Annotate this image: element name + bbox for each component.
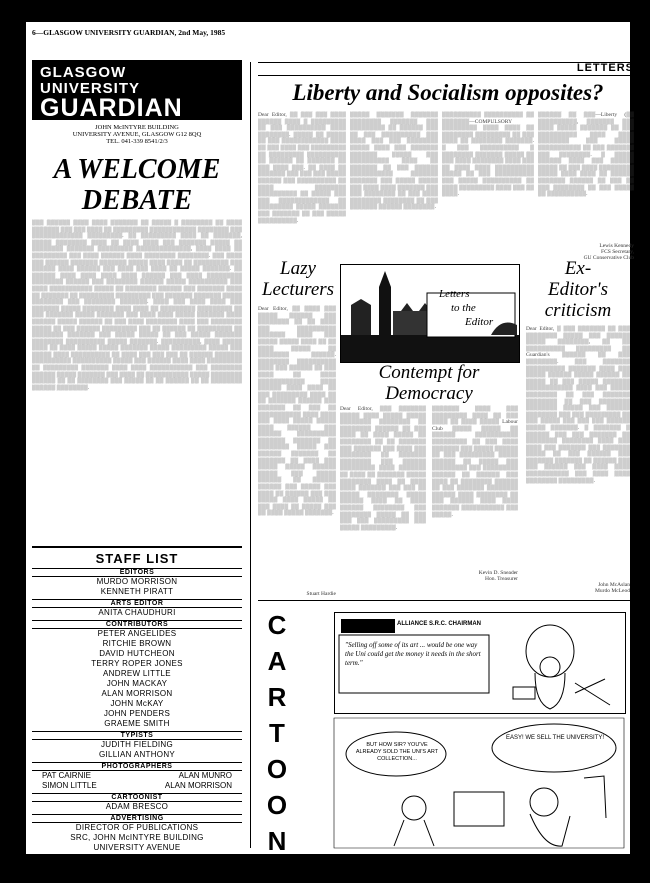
staff-name: PETER ANGELIDES xyxy=(97,629,177,638)
main-letter-headline: Liberty and Socialism opposites? xyxy=(292,80,604,105)
masthead-line1: GLASGOW xyxy=(40,64,127,81)
cartoon-letter: O xyxy=(266,754,288,784)
ex-editor-signature xyxy=(526,582,630,594)
staff-name: ANDREW LITTLE xyxy=(103,669,171,678)
cartoon-top-rule xyxy=(258,600,630,601)
staff-section-editors: EDITORS xyxy=(32,568,242,577)
main-letter-col2: ▒▒▒▒▒ ▒▒▒▒▒▒▒ ▒▒▒▒▒▒▒ ▒▒▒▒▒▒▒▒ ▒▒▒▒▒▒▒ ▒▒▒ ▒▒▒▒▒▒▒▒▒ ▒▒ ▒▒▒▒▒▒ ▒▒▒ ▒▒ ▒▒▒ ▒▒▒▒▒▒▒▒▒▒ ▒▒▒ ▒▒▒▒ ▒▒▒ ▒▒▒ ▒▒▒▒▒▒▒▒ ▒▒▒▒▒ ▒▒▒▒ ▒▒▒ ▒▒▒▒▒▒▒ ▒▒▒▒▒▒▒ ▒▒▒▒▒ ▒▒▒ ▒▒▒▒▒▒▒▒▒▒ ▒▒▒▒ ▒▒ ▒▒▒▒▒▒▒ ▒▒ ▒▒▒ ▒▒▒▒▒▒ ▒▒▒▒▒▒▒▒▒▒▒ ▒▒▒▒▒▒▒ ▒▒▒▒▒▒▒ ▒▒▒ ▒▒▒▒▒ ▒▒▒▒▒ ▒▒▒ ▒▒▒▒ ▒▒▒▒ ▒▒▒▒▒▒▒ ▒▒▒ ▒▒▒ ▒▒▒▒▒▒▒▒ ▒▒ ▒▒▒ ▒▒▒▒ ▒▒▒▒▒▒▒▒ ▒▒▒▒▒▒▒▒ ▒▒ ▒▒▒ ▒▒▒▒▒▒▒ ▒▒▒▒▒▒ ▒▒▒▒▒▒▒▒. xyxy=(350,112,438,211)
signature-line: GU Conservative Club xyxy=(583,255,634,261)
address-line: UNIVERSITY AVENUE, GLASGOW G12 8QQ xyxy=(72,131,202,138)
staff-name: ALAN MUNRO xyxy=(178,771,232,780)
contempt-col2: ▒▒▒▒▒▒▒ ▒▒▒▒ ▒▒▒ ▒▒▒▒▒▒▒▒▒ ▒▒▒▒ ▒▒ ▒▒▒ ▒▒▒▒ ▒▒ ▒▒▒▒ ▒▒▒▒▒ Labour Club ▒▒▒▒▒ ▒▒▒▒▒ ▒▒ ▒▒▒▒▒▒ ▒▒▒▒▒▒▒▒▒▒▒ ▒▒▒▒▒▒▒▒▒ ▒▒ ▒▒▒ ▒▒▒▒ ▒▒▒▒▒▒▒ ▒▒▒ ▒▒▒▒▒ ▒▒▒▒▒▒ ▒▒ ▒▒▒ ▒▒▒▒▒▒▒▒▒ ▒▒▒▒▒ ▒▒▒▒▒▒ ▒▒ ▒▒▒▒▒ ▒▒▒ ▒▒▒▒▒▒▒▒▒ ▒▒▒ ▒▒▒▒▒▒▒▒▒ ▒▒▒▒▒▒ ▒▒ ▒▒▒▒▒▒ ▒▒▒ ▒▒▒▒ ▒▒ ▒▒▒▒▒▒▒▒ ▒▒▒▒▒▒ ▒▒ ▒▒▒ ▒▒▒▒▒▒▒ ▒▒▒▒▒▒▒▒ ▒▒▒▒▒▒ ▒▒▒▒ ▒▒▒▒▒▒▒▒ ▒▒ ▒▒▒ ▒▒▒▒▒▒ ▒▒▒▒ ▒▒▒▒ ▒▒▒▒▒▒▒ ▒▒▒▒▒▒▒▒▒▒▒ ▒▒▒ ▒▒▒▒▒. xyxy=(432,406,518,518)
contempt-signature xyxy=(432,570,518,582)
staff-name: DAVID HUTCHEON xyxy=(99,649,175,658)
staff-name: GRAEME SMITH xyxy=(104,719,170,728)
cartoon-letter: R xyxy=(267,682,287,712)
advertising-line: SRC, JOHN McINTYRE BUILDING xyxy=(70,833,204,842)
signature-line: Kevin D. Sneader xyxy=(478,570,518,576)
contempt-headline-line: Contempt for xyxy=(378,362,480,383)
staff-row xyxy=(32,781,242,791)
cartoon-letter: O xyxy=(266,790,288,820)
scene-speech-right: EASY! WE SELL THE UNIVERSITY! xyxy=(505,735,605,741)
staff-name: JOHN MACKAY xyxy=(106,679,168,688)
letters-section-banner xyxy=(258,62,642,76)
ex-editor-headline-line: criticism xyxy=(544,300,612,321)
editorial-headline-line1: A WELCOME xyxy=(53,154,221,185)
column-rule xyxy=(250,62,251,848)
staff-section-advertising: ADVERTISING xyxy=(32,814,242,823)
cartoon-strip-panel xyxy=(334,612,626,714)
page-folio: 6—GLASGOW UNIVERSITY GUARDIAN, 2nd May, 1985 xyxy=(32,28,226,37)
editorial-body: ▒▒▒ ▒▒▒▒▒▒ ▒▒▒▒ ▒▒▒▒ ▒▒▒▒▒▒▒ ▒▒ ▒▒▒▒▒ ▒ ▒▒▒▒▒▒▒▒ ▒▒ ▒▒▒▒ ▒▒▒▒▒▒▒ ▒▒▒ ▒▒▒ ▒▒▒▒ ▒▒ ▒▒▒▒▒▒▒▒▒ ▒▒▒▒▒▒▒▒▒▒▒▒ ▒▒▒▒▒▒▒▒ ▒▒▒ ▒▒▒▒▒▒▒▒▒▒▒▒▒ ▒▒▒▒▒▒▒▒▒. ▒▒ ▒▒▒▒▒▒▒▒▒ ▒▒▒▒ ▒▒ ▒▒▒▒▒▒▒, ▒▒▒▒▒ ▒▒▒▒▒▒▒▒ ▒▒▒▒ ▒▒ ▒▒▒▒ ▒▒▒▒ ▒▒▒ ▒▒▒▒▒▒▒ ▒▒▒▒▒ ▒▒ ▒▒▒▒▒▒▒▒ ▒▒▒▒▒▒▒ ▒▒▒▒▒▒▒▒▒ ▒▒▒▒▒▒▒▒▒▒▒▒▒▒, ▒▒▒▒ ▒▒▒▒ ▒▒ ▒▒▒▒▒▒▒▒▒ ▒▒▒ ▒▒▒▒ ▒▒▒▒▒▒ ▒▒▒▒ ▒▒▒▒▒▒▒▒ ▒▒▒▒▒▒▒▒. ▒▒▒ ▒▒▒▒ ▒▒▒ ▒▒▒▒▒▒ ▒▒▒▒▒▒▒ ▒▒▒▒▒▒▒ ▒▒▒▒▒ ▒▒▒▒ ▒▒▒▒ ▒▒ ▒▒▒▒▒▒▒▒▒ ▒▒▒ ▒▒▒▒▒▒ ▒▒▒▒ ▒▒▒▒▒▒ ▒▒▒ ▒▒▒▒ ▒▒▒ ▒▒▒▒ ▒▒ ▒▒▒▒▒ ▒▒▒▒▒▒▒. ▒▒ ▒▒▒▒▒▒ ▒▒▒▒ ▒▒▒▒ ▒▒▒▒ ▒▒▒▒ ▒▒▒▒▒▒ ▒▒▒ ▒▒▒▒ ▒▒▒▒▒▒▒▒▒ ▒▒▒▒▒▒▒▒ ▒▒▒▒▒▒ ▒▒▒ ▒▒▒▒▒▒▒▒ ▒▒▒▒▒▒ ▒▒▒▒▒ ▒▒▒▒▒▒▒▒▒▒ ▒▒▒ ▒▒▒▒ ▒▒▒▒▒▒▒▒▒▒▒ ▒▒▒▒▒ ▒▒ ▒▒▒▒▒▒▒▒ ▒▒▒▒▒▒ ▒▒▒ ▒▒▒▒▒▒▒ ▒▒▒▒ ▒▒ ▒▒▒▒▒▒▒ ▒▒ ▒▒▒▒▒▒▒▒▒ ▒▒▒▒▒▒▒▒▒ ▒▒▒ ▒▒▒▒▒▒▒ ▒▒▒▒▒▒▒ ▒▒▒▒▒ ▒▒▒▒▒▒▒▒ ▒▒▒ ▒▒▒▒▒▒▒▒ ▒▒▒▒▒▒▒. ▒▒▒▒ ▒▒▒ ▒▒▒▒ ▒▒▒▒ ▒▒▒ ▒▒▒▒▒▒▒ ▒▒▒▒▒ ▒▒▒▒▒▒▒▒ ▒▒▒▒ ▒▒▒▒ ▒▒ ▒▒▒▒▒▒▒▒▒ ▒▒▒▒▒▒▒▒▒ ▒▒ ▒▒▒ ▒▒▒▒▒▒▒ ▒▒▒▒▒ ▒▒▒▒▒▒▒ ▒▒▒ ▒▒▒▒ ▒▒▒▒ ▒▒▒▒▒ ▒▒▒▒▒▒▒ ▒▒▒▒ ▒▒▒▒▒▒ ▒▒▒▒▒ ▒▒▒▒▒▒ ▒▒ ▒▒▒ ▒▒▒▒ ▒▒▒▒▒▒▒▒ ▒▒▒▒ ▒▒▒ ▒▒▒▒▒▒▒▒ ▒▒▒▒▒ ▒▒ ▒▒▒ ▒▒▒▒▒▒ ▒▒▒▒▒▒▒▒▒ ▒▒▒ ▒▒ ▒▒▒▒▒▒ ▒▒ ▒▒▒▒▒▒▒▒▒ ▒▒ ▒▒▒▒▒▒▒▒ ▒▒▒▒▒▒▒ ▒▒▒ ▒▒▒▒▒ ▒▒▒▒▒ ▒▒ ▒▒▒ ▒▒▒▒▒ ▒▒▒▒▒▒▒ ▒▒▒▒▒▒▒▒ ▒▒▒▒▒▒▒▒▒▒ ▒▒▒▒▒ ▒▒▒▒▒▒▒. ▒▒▒▒▒▒▒▒▒▒, ▒▒▒▒ ▒▒▒▒▒ ▒▒▒▒ ▒▒ ▒▒▒▒ ▒▒▒▒▒ ▒▒▒▒▒ ▒▒▒▒▒▒▒ ▒▒▒▒▒ ▒▒▒▒▒▒▒▒▒ ▒▒▒▒▒ ▒▒▒ ▒▒▒▒▒ ▒▒▒▒ ▒▒▒▒▒▒▒▒▒▒ ▒▒ ▒▒▒▒ ▒▒▒ ▒▒▒ ▒▒▒ ▒▒ ▒▒▒▒▒▒ ▒▒▒▒▒▒▒ ▒▒▒▒▒▒▒▒▒▒ ▒▒▒▒▒▒▒▒▒▒ ▒▒▒▒▒ ▒▒▒ ▒▒▒▒▒▒ ▒▒▒▒ ▒▒▒▒ ▒▒▒▒▒▒▒▒▒ ▒▒ ▒▒▒▒▒▒▒▒▒ ▒▒▒▒▒▒▒ ▒▒▒▒ ▒▒▒▒ ▒▒▒▒▒▒▒▒▒▒▒ ▒▒▒ ▒▒▒▒▒▒▒▒ ▒▒▒▒▒▒ ▒▒▒▒▒ ▒▒▒▒▒▒▒ ▒▒▒ ▒▒▒▒ ▒▒ ▒▒▒▒▒▒▒▒▒▒▒ ▒▒▒▒▒ ▒▒▒▒▒▒▒▒ ▒▒▒▒▒▒ ▒▒ ▒▒ ▒▒▒▒▒▒▒▒ ▒▒▒ ▒▒▒▒▒ ▒▒ ▒▒ ▒▒▒▒▒▒ ▒▒ ▒▒ ▒▒▒▒▒▒▒▒ ▒▒▒▒▒▒ ▒▒▒▒▒▒▒▒. xyxy=(32,220,242,391)
staff-name: ADAM BRESCO xyxy=(105,802,169,811)
ex-editor-headline xyxy=(526,258,630,321)
signature-line: Hon. Treasurer xyxy=(485,576,518,582)
signature-line: John McAslan xyxy=(598,582,630,588)
scene-speech-left: BUT HOW SIR? YOU'VE ALREADY SOLD THE UNI'S ART COLLECTION... xyxy=(355,742,439,762)
main-letter-col4: ▒▒▒▒▒▒ ▒▒ ▒▒▒—Liberty (▒▒ ▒▒▒▒▒▒▒▒▒▒, ▒▒▒▒▒▒▒ ▒▒▒ ▒▒▒▒ ▒▒▒▒▒ ▒▒▒▒▒▒▒ ▒▒ ▒▒▒ ▒▒▒▒▒▒▒▒▒▒ ▒▒▒▒ ▒▒▒▒ ▒▒▒▒▒▒▒▒ ▒▒▒ ▒▒▒▒▒ ▒▒▒▒▒▒▒▒▒▒▒ ▒▒ ▒▒▒ ▒▒▒▒▒▒▒ ▒▒▒ ▒▒▒▒▒▒▒▒. ▒ ▒▒▒▒▒ ▒▒▒▒▒▒ ▒▒▒▒ ▒▒▒ ▒▒▒▒▒▒ ▒▒▒▒▒ ▒▒ ▒▒▒ ▒▒▒▒ ▒▒▒▒▒▒▒▒▒ ▒▒▒▒▒ ▒▒▒▒ ▒▒▒▒ ▒▒ ▒▒▒▒▒▒ ▒▒▒▒▒▒▒ ▒▒▒▒▒▒ ▒▒ ▒▒▒ ▒▒ ▒▒▒ ▒▒▒▒▒▒▒▒ ▒▒ ▒▒▒ ▒▒▒▒▒ ▒▒ ▒▒▒▒▒▒▒▒▒▒. xyxy=(538,112,634,198)
address-line: TEL. 041-339 8541/2/3 xyxy=(106,138,168,145)
masthead-line3: GUARDIAN xyxy=(40,94,183,122)
signature-line: Murdo McLeod xyxy=(595,588,630,594)
staff-section-typists: TYPISTS xyxy=(32,731,242,740)
letters-to-editor-logo xyxy=(340,264,520,363)
masthead-address xyxy=(32,124,242,145)
staff-name: ALAN MORRISON xyxy=(164,781,232,790)
editorial-headline xyxy=(32,154,242,216)
newspaper-page xyxy=(26,22,634,882)
ex-editor-body: Dear Editor, ▒ ▒▒▒ ▒▒▒▒▒▒▒ ▒▒ ▒▒▒ ▒▒▒▒▒▒▒▒ ▒▒▒▒▒ ▒▒▒ ▒▒▒▒▒▒ ▒▒▒▒▒ ▒▒▒▒▒▒▒▒, ▒▒ ▒▒ ▒▒▒▒▒▒▒▒▒▒ ▒▒▒▒▒▒▒▒▒ ▒▒ Guardian's ▒▒▒▒▒▒ ▒▒ ▒▒▒ ▒▒▒▒▒▒▒▒. ▒▒▒ ▒▒▒▒▒▒▒ ▒▒▒▒▒▒▒▒▒▒ ▒▒▒▒▒▒▒ ▒▒▒▒ ▒▒▒ ▒▒▒▒▒ ▒▒▒▒▒▒ ▒▒▒▒▒ ▒▒▒▒▒▒ ▒▒ ▒▒▒▒▒ ▒▒ ▒▒▒ ▒▒▒▒▒ ▒▒▒▒▒▒▒ ▒▒▒▒▒▒▒▒▒▒▒▒ ▒▒▒▒ ▒▒▒ ▒▒▒▒▒ ▒▒▒▒▒▒▒▒ ▒▒ ▒▒▒ ▒▒▒▒▒▒▒ ▒▒▒▒▒▒▒▒ ▒▒ ▒▒▒ ▒▒▒▒▒▒▒▒ ▒▒▒▒▒▒▒▒ ▒▒▒▒▒ ▒▒▒ ▒▒▒▒▒▒ ▒▒▒▒▒▒▒▒ ▒▒▒ ▒▒▒ ▒▒▒▒▒▒▒▒▒ ▒▒ ▒▒▒ ▒▒▒▒▒ ▒▒▒ ▒▒▒ ▒▒▒ ▒▒▒▒▒▒ ▒▒▒▒▒ ▒▒▒▒▒▒▒. ▒ ▒▒▒▒▒▒▒ ▒ ▒▒▒▒▒▒ ▒▒▒ ▒▒▒ ▒▒▒▒▒▒▒ ▒▒ ▒▒▒▒▒▒▒▒ ▒▒▒▒▒▒▒▒ ▒▒▒▒ ▒▒▒ ▒▒▒▒ ▒▒▒ ▒▒▒▒▒▒▒ ▒▒▒ ▒▒▒▒▒▒▒ ▒▒▒▒▒ ▒▒ ▒▒▒ ▒▒▒▒▒▒ ▒▒▒ ▒▒▒▒▒▒▒ ▒▒▒▒▒▒▒ ▒▒ ▒▒▒▒▒▒ ▒▒▒ ▒▒▒ ▒▒▒▒▒▒ ▒▒▒ ▒▒▒▒ ▒▒▒▒ ▒▒▒▒▒▒▒▒▒▒▒ ▒▒▒ ▒▒▒▒ ▒▒▒▒ ▒▒▒▒▒▒▒▒ ▒▒▒▒▒▒▒▒▒. xyxy=(526,326,630,484)
cartoon-scene xyxy=(334,718,624,848)
advertising-line: DIRECTOR OF PUBLICATIONS xyxy=(75,823,199,832)
logo-caption-line: Letters xyxy=(439,288,470,300)
ex-editor-headline-line: Ex- xyxy=(564,258,592,279)
staff-name: SIMON LITTLE xyxy=(42,781,97,790)
logo-caption-line: to the xyxy=(451,302,476,314)
advertising-line: UNIVERSITY AVENUE xyxy=(93,843,181,852)
staff-section-photographers: PHOTOGRAPHERS xyxy=(32,762,242,771)
staff-name: KENNETH PIRATT xyxy=(100,587,174,596)
staff-name: ANITA CHAUDHURI xyxy=(98,608,176,617)
staff-row xyxy=(32,771,242,781)
main-letter-col3: ▒▒▒▒▒▒▒▒▒▒ ▒▒▒▒▒▒▒▒▒▒ ▒▒ ▒▒▒▒▒▒▒—COMPULSORY ▒▒▒▒▒▒▒▒▒ ▒▒▒▒ ▒▒▒▒ ▒▒ ▒▒▒▒▒▒▒▒ ▒▒▒▒▒▒▒▒▒ ▒▒ ▒▒▒ ▒▒▒▒ ▒▒ ▒▒▒▒▒▒▒▒ ▒▒▒▒▒▒▒. ▒ ▒▒▒ ▒▒▒▒▒▒▒▒▒▒ ▒ ▒▒▒▒▒▒▒▒ ▒▒▒▒▒▒▒ ▒▒▒▒▒ ▒▒ ▒▒▒ ▒▒▒▒ ▒▒▒▒▒▒▒▒ ▒▒▒▒ ▒▒▒ ▒▒ ▒▒▒▒ ▒▒▒▒ ▒▒▒▒▒▒▒▒▒▒ ▒▒▒▒▒ ▒▒ ▒▒▒ ▒▒▒▒▒▒▒▒▒▒ ▒▒▒ ▒▒▒▒▒ ▒▒▒▒▒▒▒▒▒▒ ▒▒ ▒▒▒▒ ▒▒▒▒▒▒▒▒▒ ▒▒▒▒ ▒▒▒ ▒▒ ▒▒▒▒. xyxy=(442,112,534,198)
cartoon-letter: N xyxy=(267,826,287,856)
advertising-line: GLASGOW G12 8QQ xyxy=(95,853,179,862)
strip-banner: ALLIANCE S.R.C. CHAIRMAN xyxy=(397,621,481,627)
staff-list xyxy=(32,546,242,883)
advertising-line: 041-339 8541/2/3 xyxy=(103,873,171,882)
staff-name: JOHN McKAY xyxy=(110,699,164,708)
lazy-lecturers-headline: Lazy Lecturers xyxy=(261,258,335,300)
lazy-lecturers-body: Dear Editor, ▒▒ ▒▒▒▒ ▒▒▒ ▒▒▒▒▒ ▒▒▒▒▒▒ ▒▒▒ ▒▒▒▒▒▒▒▒ ▒▒ ▒▒ ▒▒▒▒ ▒▒▒ ▒▒▒▒▒▒▒▒▒▒ ▒▒▒▒▒▒▒ ▒▒▒▒ ▒▒▒ ▒▒▒▒▒ ▒▒▒▒▒ ▒▒▒▒ ▒▒ ▒▒ ▒▒▒▒ ▒▒▒▒▒ ▒▒ ▒▒▒▒▒▒▒▒ ▒▒▒▒▒▒. ▒▒▒▒▒▒▒▒ ▒▒▒▒▒▒▒▒▒▒ ▒▒▒▒ ▒▒▒ ▒▒▒▒▒▒ ▒▒ ▒▒▒ ▒▒▒▒ ▒▒ ▒▒▒▒ ▒▒▒▒▒▒▒▒▒▒▒▒ ▒▒▒▒ ▒▒▒▒▒▒ ▒▒▒▒ ▒▒▒▒ ▒▒ ▒▒▒ ▒▒▒▒▒▒▒▒▒ ▒▒▒▒ ▒▒ ▒▒ ▒▒▒▒▒▒▒ ▒▒▒▒▒▒ ▒▒▒ ▒▒▒▒▒▒▒ ▒▒ ▒▒▒ ▒▒ ▒▒▒▒▒▒▒▒▒▒▒ ▒▒▒▒ ▒▒▒▒ ▒▒▒ ▒▒▒▒ ▒▒▒▒▒ ▒▒▒▒▒ ▒▒▒▒ ▒▒▒▒▒▒ ▒▒▒ ▒▒▒▒▒▒ ▒▒▒▒▒▒▒▒▒▒ ▒▒▒▒▒▒▒ ▒▒▒▒▒▒▒ ▒▒ ▒▒▒▒▒▒▒▒ ▒▒▒▒▒ ▒▒▒ ▒▒▒▒▒▒ ▒▒▒▒▒▒▒ ▒▒ ▒▒▒▒▒▒▒ ▒▒ ▒▒▒▒ ▒▒▒ ▒▒▒▒▒ ▒▒▒▒▒ ▒▒▒▒▒▒ ▒▒▒▒▒ ▒▒▒ ▒▒▒▒▒ ▒▒▒▒▒▒ ▒▒ ▒▒▒▒▒▒ ▒▒▒▒▒▒ ▒▒▒ ▒▒▒▒▒ ▒▒▒ ▒▒▒▒ ▒▒ ▒▒▒▒▒▒ ▒▒▒ ▒▒▒ ▒▒▒▒▒ ▒▒▒▒ ▒▒▒▒▒ ▒▒ ▒▒▒ ▒▒▒▒ ▒▒ ▒▒▒▒▒ ▒▒▒ ▒▒ ▒▒▒▒ ▒▒▒▒▒ ▒▒▒▒▒▒▒. xyxy=(258,306,336,517)
cartoon-letter: A xyxy=(267,646,287,676)
cartoon-vertical-title xyxy=(262,607,292,859)
ex-editor-headline-line: Editor's xyxy=(547,279,608,300)
letters-label: LETTERS xyxy=(576,62,634,74)
contempt-headline xyxy=(340,362,518,404)
editorial-headline-line2: DEBATE xyxy=(81,185,193,216)
main-letter-col1: Dear Editor, ▒▒ ▒▒▒ ▒▒▒ ▒▒▒▒ ▒▒▒▒▒▒ ▒▒▒▒ ▒ ▒▒▒▒▒▒▒▒▒ ▒▒ ▒▒▒ ▒▒▒▒▒▒▒▒▒▒ ▒▒▒▒ ▒▒▒▒▒▒▒▒. ▒▒▒▒▒ ▒▒ ▒▒▒▒▒ ▒▒ ▒▒▒ ▒▒▒▒▒▒▒▒▒▒▒▒ ▒▒▒▒ ▒▒ ▒▒▒ ▒▒▒▒ ▒▒▒ ▒▒▒▒▒▒▒▒▒ ▒▒ ▒▒▒▒▒▒▒▒▒ ▒▒▒▒▒▒▒▒▒▒ ▒▒ ▒▒▒▒▒▒ ▒▒ ▒▒▒▒▒▒▒ ▒▒ ▒▒▒ ▒▒▒▒ ▒▒▒. ▒▒ ▒▒▒▒ ▒▒ ▒▒▒▒▒▒▒ ▒▒▒ ▒▒▒ ▒▒▒ ▒▒▒▒▒ ▒▒▒▒▒▒ ▒▒▒ ▒▒▒▒▒▒▒▒▒▒ ▒▒ ▒▒▒▒ ▒▒▒▒▒▒▒▒ ▒▒▒▒▒▒▒▒▒▒ ▒▒ ▒▒▒▒▒ ▒▒▒ ▒▒▒ ▒▒▒▒▒▒▒▒▒▒▒▒▒ ▒▒ ▒▒▒▒▒▒▒▒▒ ▒▒▒▒▒ ▒▒▒▒▒▒▒ ▒▒▒ ▒▒▒▒▒▒▒ ▒▒ ▒▒▒ ▒▒▒▒▒ ▒▒▒▒▒▒▒▒▒▒. xyxy=(258,112,346,224)
staff-section-cartoonist: CARTOONIST xyxy=(32,793,242,802)
address-line: JOHN McINTYRE BUILDING xyxy=(95,124,179,131)
staff-section-contributors: CONTRIBUTORS xyxy=(32,620,242,629)
staff-name: ALAN MORRISON xyxy=(101,689,173,698)
staff-name: TERRY ROPER JONES xyxy=(91,659,183,668)
staff-name: RITCHIE BROWN xyxy=(102,639,172,648)
staff-name: MURDO MORRISON xyxy=(96,577,178,586)
contempt-col1: Dear Editor, ▒▒▒ ▒▒▒▒▒▒▒ ▒▒▒▒▒ ▒▒▒▒ ▒▒▒▒▒ ▒▒▒▒▒ ▒▒▒▒▒▒▒▒ ▒▒▒▒▒▒▒▒ ▒▒ ▒▒▒▒▒▒▒▒ ▒▒▒▒▒▒ ▒▒ ▒▒▒ ▒▒▒▒ ▒▒ ▒▒▒▒ ▒▒▒▒▒ ▒▒ ▒▒▒▒▒▒▒▒ ▒▒ ▒▒ ▒▒▒▒▒▒▒ ▒▒▒ ▒▒▒▒▒▒▒ ▒▒▒ ▒▒▒▒ ▒▒▒ ▒▒▒▒▒▒▒▒ ▒▒ ▒▒▒▒▒▒▒ ▒▒▒▒▒▒▒▒ ▒▒▒ ▒▒▒▒▒▒ ▒▒▒▒▒▒▒▒▒ ▒▒▒▒ ▒▒▒▒▒▒▒ ▒▒ ▒▒▒▒ ▒▒ ▒▒▒▒▒▒▒ ▒▒▒▒▒ ▒▒▒▒▒▒▒▒ ▒▒▒▒ ▒▒ ▒▒▒▒ ▒▒▒▒ ▒▒▒▒▒▒▒ ▒▒▒ ▒▒▒ ▒▒ ▒▒▒▒▒ ▒▒▒▒▒▒▒▒ ▒▒▒▒▒ ▒▒▒▒▒▒ ▒▒▒▒ ▒▒ ▒▒▒▒ ▒▒▒▒▒▒ ▒▒▒▒▒▒▒▒ ▒▒▒ ▒▒▒▒▒▒▒▒ ▒▒▒▒▒ ▒▒ ▒▒▒ ▒▒▒ ▒▒▒ ▒▒▒▒▒▒▒▒▒ ▒▒▒ ▒▒▒▒▒ ▒▒▒▒▒▒▒▒▒. xyxy=(340,406,426,531)
staff-name: JUDITH FIELDING xyxy=(100,740,174,749)
signature-line: Lewis Kennedy xyxy=(599,243,634,249)
staff-list-title: STAFF LIST xyxy=(32,546,242,566)
staff-section-arts: ARTS EDITOR xyxy=(32,599,242,608)
staff-name: JOHN PENDERS xyxy=(103,709,171,718)
cartoon-letter: T xyxy=(269,718,285,748)
masthead xyxy=(32,60,242,120)
advertising-line: TELEPHONE: xyxy=(110,863,164,872)
logo-caption xyxy=(439,287,493,329)
cartoon-letter: C xyxy=(267,610,287,640)
strip-quote: "Selling off some of its art ... would be one way the Uni could get the money it needs in the short term." xyxy=(345,641,481,667)
lazy-lecturers-signature: Stuart Hardie xyxy=(306,591,336,597)
staff-name: PAT CAIRNIE xyxy=(42,771,91,780)
contempt-headline-line: Democracy xyxy=(385,383,473,404)
signature-line: FCS Secretary, xyxy=(601,249,634,255)
logo-caption-line: Editor xyxy=(465,316,494,328)
masthead-line2: UNIVERSITY xyxy=(40,80,141,97)
staff-name: GILLIAN ANTHONY xyxy=(98,750,176,759)
